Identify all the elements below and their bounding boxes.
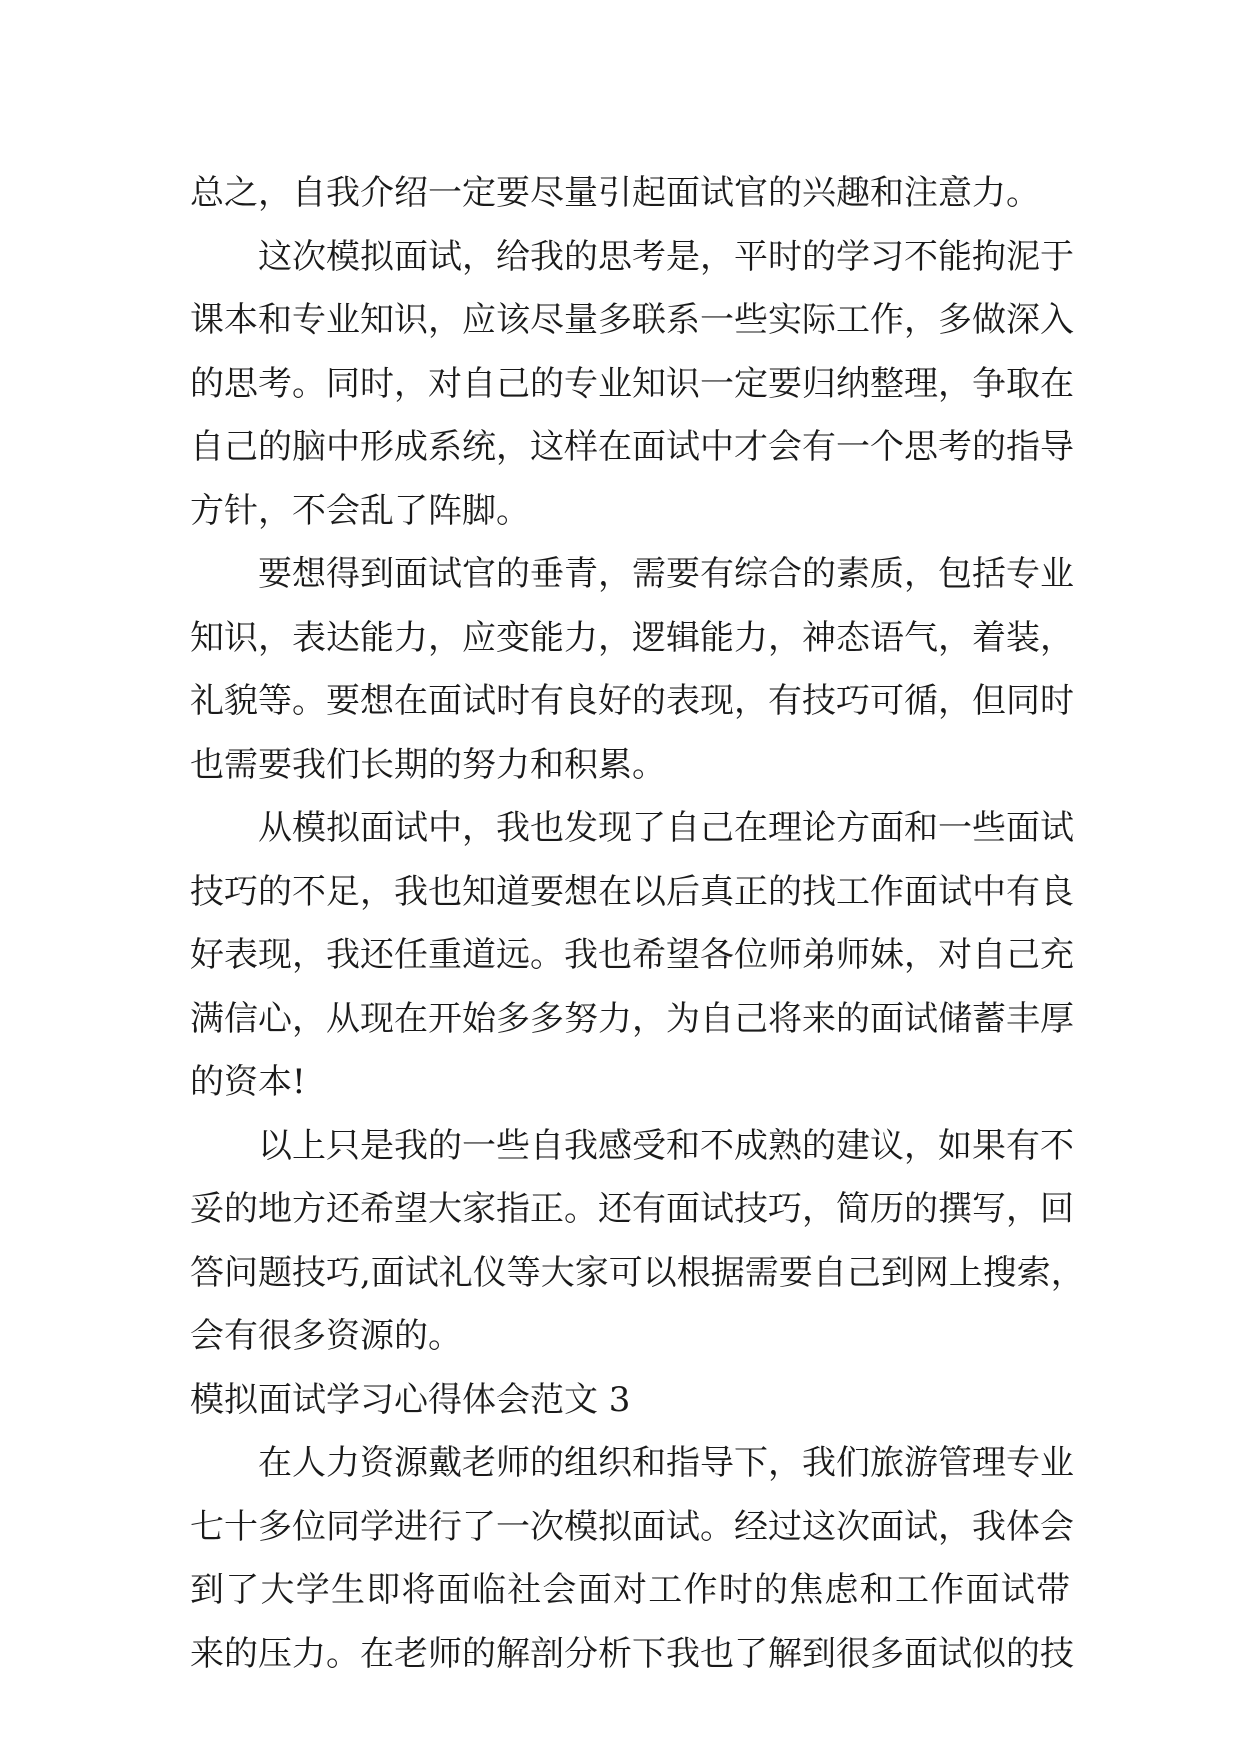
text-line: 礼貌等。要想在面试时有良好的表现，有技巧可循，但同时 [190, 681, 1074, 721]
text-line: 自己的脑中形成系统，这样在面试中才会有一个思考的指导 [190, 427, 1074, 467]
text-line: 课本和专业知识，应该尽量多联系一些实际工作，多做深入 [190, 300, 1074, 340]
text-line: 总之，自我介绍一定要尽量引起面试官的兴趣和注意力。 [190, 173, 1040, 213]
text-line: 来的压力。在老师的解剖分析下我也了解到很多面试似的技 [190, 1633, 1074, 1674]
text-line: 到了大学生即将面临社会面对工作时的焦虑和工作面试带 [190, 1570, 1070, 1610]
text-line: 要想得到面试官的垂青，需要有综合的素质，包括专业 [258, 554, 1074, 594]
text-line: 知识，表达能力，应变能力，逻辑能力，神态语气，着装， [190, 617, 1074, 658]
text-line: 以上只是我的一些自我感受和不成熟的建议，如果有不 [258, 1125, 1074, 1166]
text-line: 满信心，从现在开始多多努力，为自己将来的面试储蓄丰厚 [190, 998, 1074, 1039]
text-line: 的资本! [190, 1062, 306, 1102]
text-line: 好表现，我还任重道远。我也希望各位师弟师妹，对自己充 [190, 935, 1074, 975]
text-line: 妥的地方还希望大家指正。还有面试技巧，简历的撰写，回 [190, 1189, 1074, 1229]
text-line: 技巧的不足，我也知道要想在以后真正的找工作面试中有良 [190, 871, 1074, 912]
text-line: 在人力资源戴老师的组织和指导下，我们旅游管理专业 [258, 1443, 1074, 1483]
text-line: 会有很多资源的。 [190, 1316, 462, 1356]
text-line: 的思考。同时，对自己的专业知识一定要归纳整理，争取在 [190, 363, 1074, 404]
text-line: 答问题技巧,面试礼仪等大家可以根据需要自己到网上搜索， [190, 1252, 1085, 1293]
section-heading: 模拟面试学习心得体会范文 3 [190, 1379, 631, 1420]
text-line: 也需要我们长期的努力和积累。 [190, 744, 666, 785]
text-line: 方针，不会乱了阵脚。 [190, 490, 530, 531]
text-line: 七十多位同学进行了一次模拟面试。经过这次面试，我体会 [190, 1506, 1074, 1547]
text-line: 从模拟面试中，我也发现了自己在理论方面和一些面试 [258, 808, 1074, 848]
text-line: 这次模拟面试，给我的思考是，平时的学习不能拘泥于 [258, 236, 1074, 277]
document-body [190, 162, 1085, 1686]
